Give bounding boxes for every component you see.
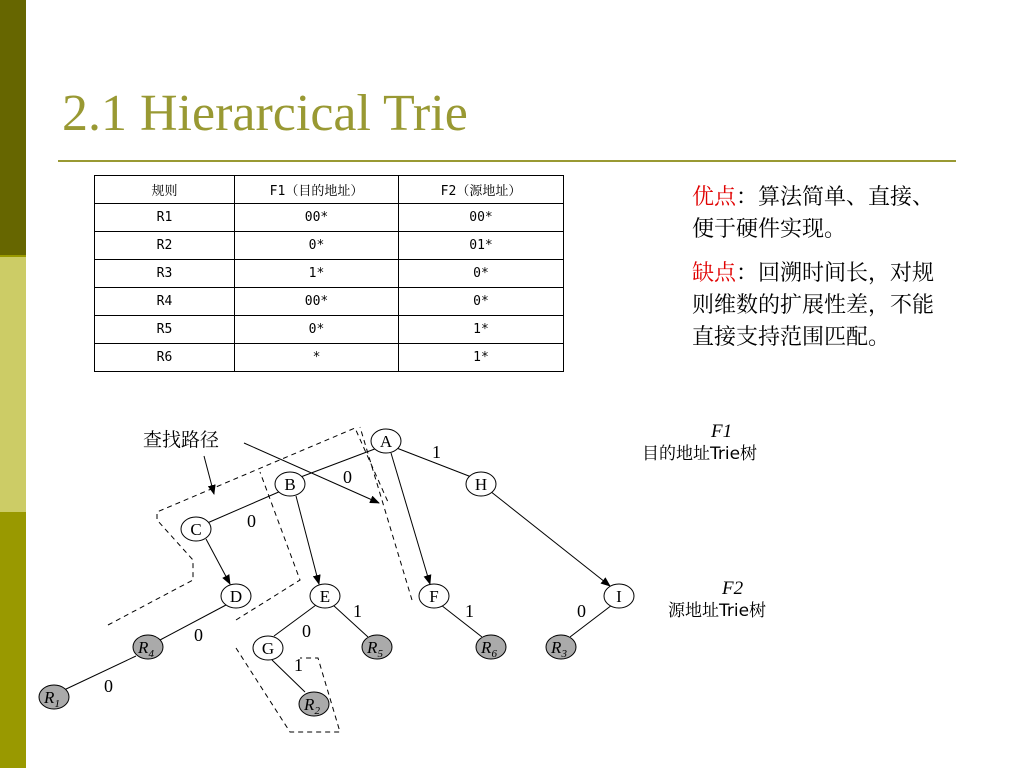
- rule-subscript: 3: [561, 648, 567, 660]
- rule-subscript: 4: [148, 648, 154, 660]
- trie-edge: [206, 539, 230, 584]
- rule-subscript: 5: [377, 648, 383, 660]
- table-cell: R6: [95, 344, 235, 372]
- table-header-cell: F1（目的地址）: [235, 176, 399, 204]
- table-header-cell: F2（源地址）: [399, 176, 564, 204]
- rule-letter: R: [367, 638, 378, 657]
- edge-label: 0: [343, 467, 352, 487]
- table-cell: *: [235, 344, 399, 372]
- table-cell: 1*: [399, 316, 564, 344]
- rule-letter: R: [304, 695, 315, 714]
- edge-label: 0: [104, 676, 113, 696]
- trie-edge: [160, 605, 226, 640]
- trie-node: [221, 584, 251, 608]
- table-cell: R2: [95, 232, 235, 260]
- table-cell: R5: [95, 316, 235, 344]
- node-label: C: [190, 520, 202, 539]
- rule-node-r3: [546, 635, 576, 660]
- search-path-arrow: [204, 456, 214, 494]
- rule-node-r5: [362, 635, 392, 660]
- table-cell: R4: [95, 288, 235, 316]
- rule-letter: R: [481, 638, 492, 657]
- trie-node: [604, 584, 634, 608]
- trie-node: [466, 472, 496, 496]
- edge-label: 1: [432, 442, 441, 462]
- node-label: I: [616, 587, 622, 606]
- edge-label: 0: [577, 601, 586, 621]
- edge-label: 0: [247, 511, 256, 531]
- pros-label: 优点: [692, 185, 737, 210]
- table-cell: 1*: [399, 344, 564, 372]
- rule-node-r4: [133, 635, 163, 660]
- table-cell: 0*: [399, 288, 564, 316]
- trie-node: [253, 636, 283, 660]
- table-cell: 00*: [235, 204, 399, 232]
- trie-edge: [490, 491, 610, 586]
- trie-node: [275, 472, 305, 496]
- table-cell: R3: [95, 260, 235, 288]
- edge-label: 1: [294, 655, 303, 675]
- search-path-dashed-outline: [236, 648, 340, 732]
- rule-node-r6: [476, 635, 506, 660]
- trie-node: [371, 429, 401, 453]
- rule-letter: R: [44, 688, 55, 707]
- table-cell: 01*: [399, 232, 564, 260]
- cons-text: ：回溯时间长，对规则维数的扩展性差，不能直接支持范围匹配。: [692, 261, 935, 350]
- trie-edge: [391, 453, 430, 584]
- edge-label: 1: [353, 601, 362, 621]
- search-path-label: 查找路径: [143, 429, 220, 451]
- node-label: H: [474, 475, 488, 494]
- trie-edge: [64, 656, 136, 690]
- rule-node-r2: [299, 692, 329, 717]
- trie-edge: [296, 496, 319, 584]
- rule-subscript: 1: [54, 698, 60, 710]
- node-label: G: [261, 639, 275, 658]
- trie-edge: [441, 605, 482, 637]
- node-label: B: [284, 475, 296, 494]
- f1-label: F1: [711, 421, 733, 442]
- trie-node: [310, 584, 340, 608]
- table-header-cell: 规则: [95, 176, 235, 204]
- trie-edge: [333, 605, 368, 637]
- table-cell: 00*: [235, 288, 399, 316]
- table-cell: 0*: [235, 232, 399, 260]
- node-label: A: [379, 432, 393, 451]
- table-cell: 1*: [235, 260, 399, 288]
- pros-text: ：算法简单、直接、便于硬件实现。: [692, 185, 935, 242]
- table-cell: 0*: [399, 260, 564, 288]
- f1-caption: 目的地址Trie树: [642, 444, 758, 464]
- rule-letter: R: [551, 638, 562, 657]
- table-cell: 0*: [235, 316, 399, 344]
- node-label: E: [319, 587, 331, 606]
- search-path-arrow: [244, 443, 379, 503]
- rule-letter: R: [138, 638, 149, 657]
- edge-label: 1: [465, 601, 474, 621]
- trie-edge: [298, 447, 380, 478]
- node-label: D: [229, 587, 243, 606]
- edge-label: 0: [302, 621, 311, 641]
- f2-caption: 源地址Trie树: [668, 601, 767, 621]
- rule-subscript: 2: [314, 705, 320, 717]
- rule-node-r1: [39, 685, 69, 710]
- slide-title: 2.1 Hierarcical Trie: [62, 85, 468, 142]
- rule-subscript: 6: [491, 648, 497, 660]
- edge-label: 0: [194, 625, 203, 645]
- table-cell: 00*: [399, 204, 564, 232]
- f2-label: F2: [722, 578, 744, 599]
- trie-node: [419, 584, 449, 608]
- trie-edge: [205, 491, 281, 524]
- trie-node: [181, 517, 211, 541]
- node-label: F: [429, 587, 439, 606]
- cons-label: 缺点: [692, 261, 737, 286]
- table-cell: R1: [95, 204, 235, 232]
